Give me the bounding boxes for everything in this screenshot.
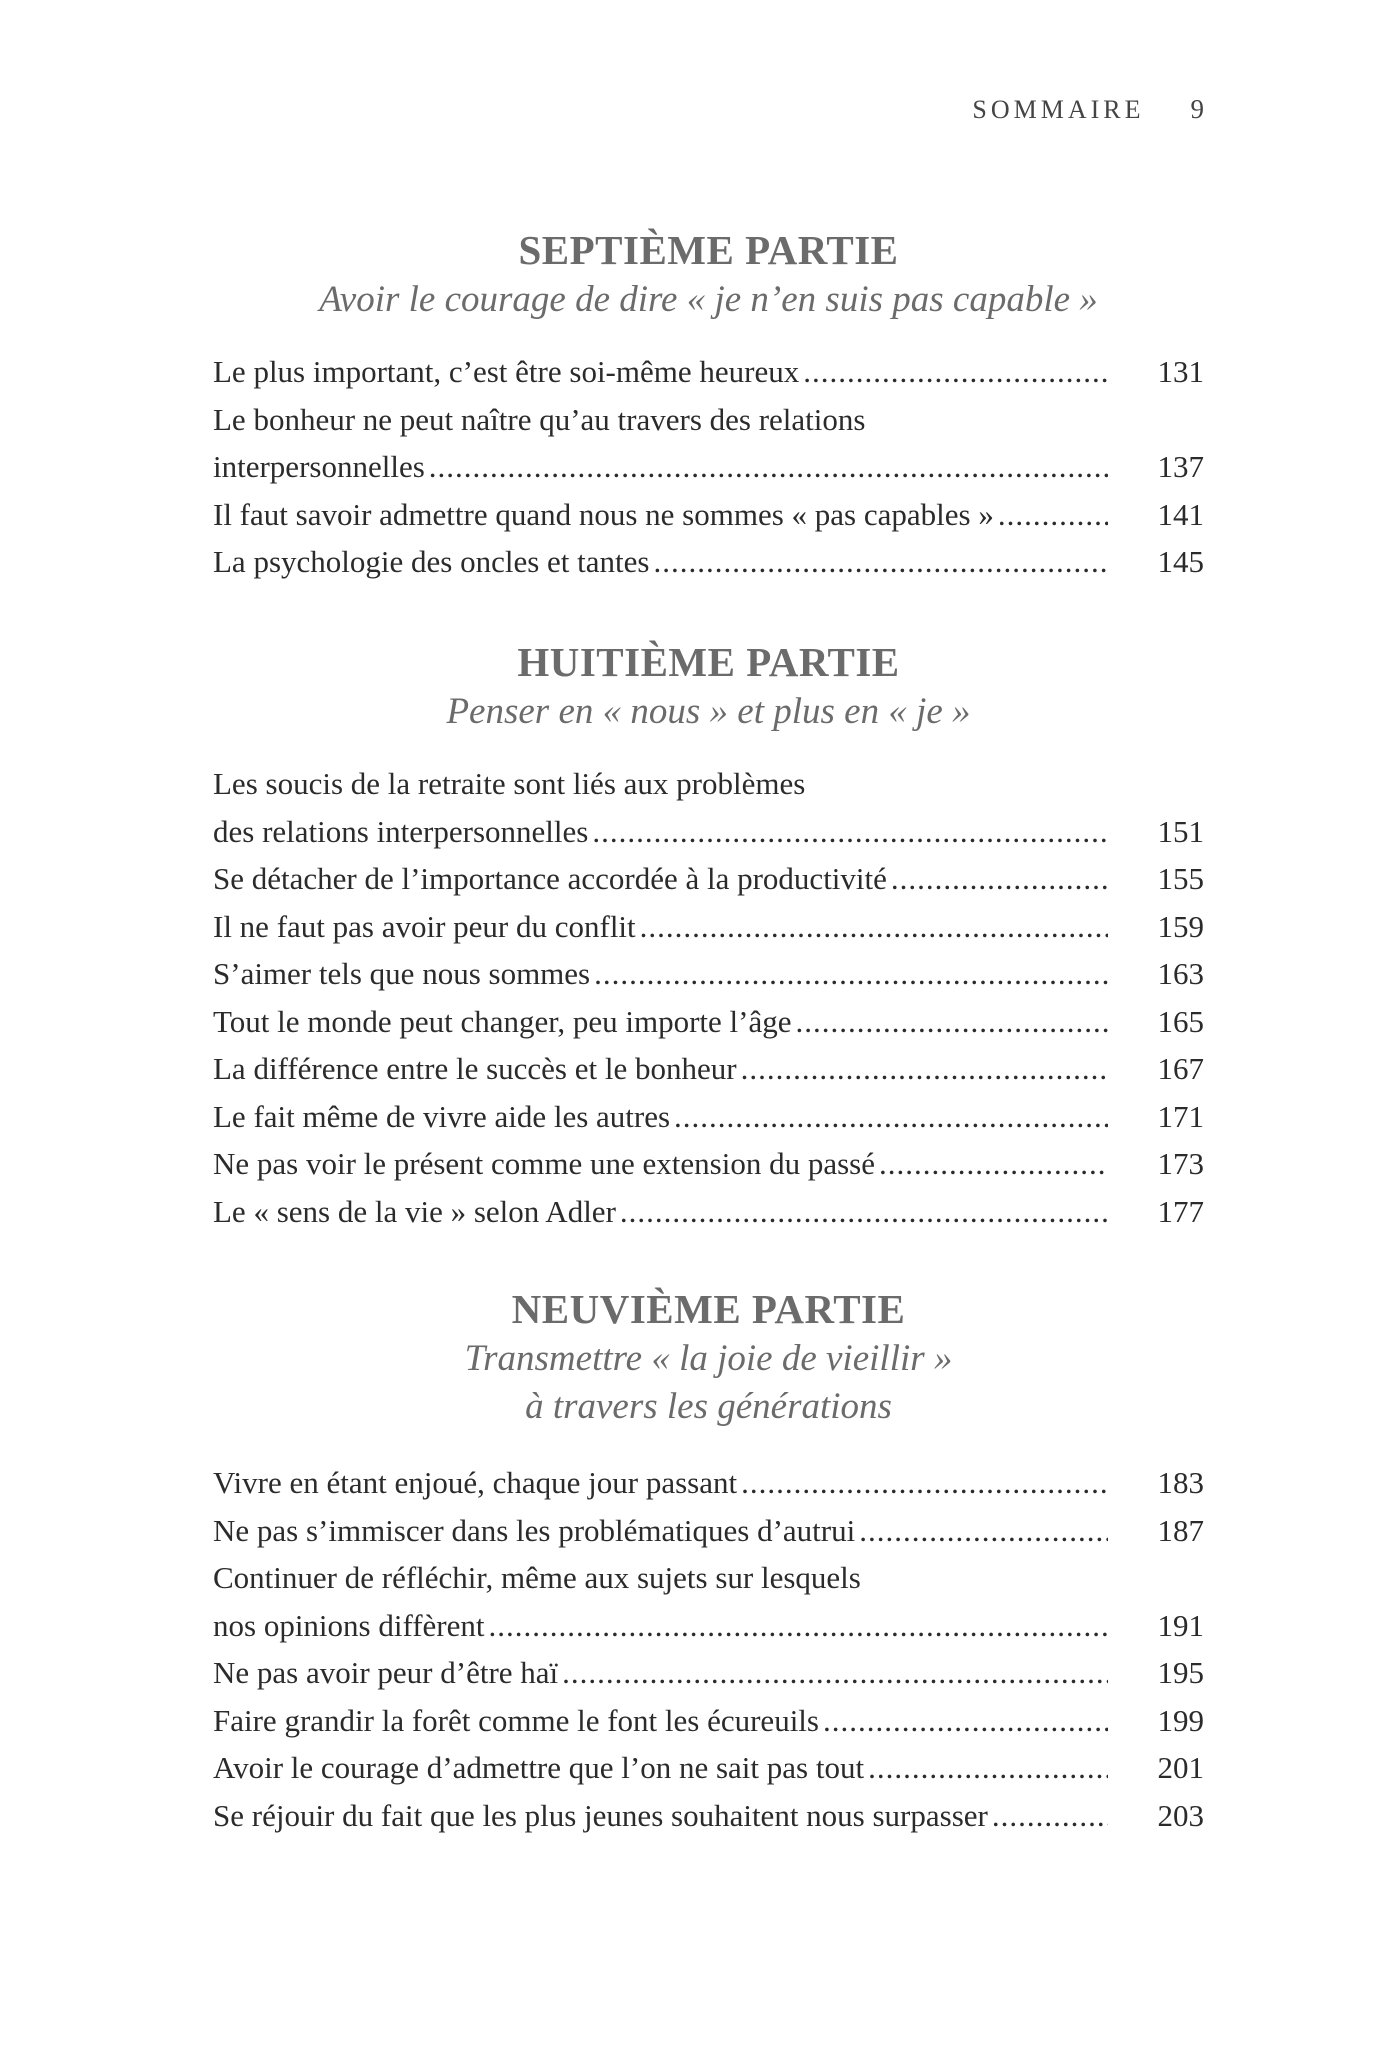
entry-title: Ne pas voir le présent comme une extension du passé <box>213 1146 876 1181</box>
entry-page: 159 <box>1157 908 1204 944</box>
part-subtitle: Avoir le courage de dire « je n’en suis pas capable » <box>319 279 1098 320</box>
page-number: 9 <box>1190 94 1204 124</box>
entry-list <box>213 760 1204 1235</box>
toc-entry[interactable] <box>213 1140 1204 1188</box>
entry-page: 141 <box>1157 496 1204 532</box>
toc-entry[interactable] <box>213 950 1204 998</box>
toc-entry[interactable] <box>213 1649 1204 1697</box>
part-section <box>213 1283 1204 1839</box>
toc-entry[interactable] <box>213 538 1204 586</box>
entry-title: des relations interpersonnelles <box>213 813 589 849</box>
entry-title: Ne pas s’immiscer dans les problématiques d’autrui <box>213 1512 856 1548</box>
running-title: SOMMAIRE <box>972 95 1145 124</box>
part-section <box>213 636 1204 1235</box>
entry-list <box>213 1459 1204 1839</box>
toc-entry[interactable] <box>213 1554 1204 1649</box>
dot-leader <box>891 855 1108 903</box>
entry-title: La psychologie des oncles et tantes <box>213 544 650 579</box>
entry-page: 187 <box>1157 1512 1204 1548</box>
dot-leader <box>823 1697 1108 1745</box>
entry-title: Se réjouir du fait que les plus jeunes souhaitent nous surpasser <box>213 1797 988 1833</box>
part-subtitle-line-1: Transmettre « la joie de vieillir » <box>464 1338 953 1379</box>
toc-entry[interactable] <box>213 1045 1204 1093</box>
entry-page: 155 <box>1157 861 1204 896</box>
dot-leader <box>868 1744 1108 1792</box>
toc-entry[interactable] <box>213 903 1204 951</box>
entry-title-line: Le bonheur ne peut naître qu’au travers des relations <box>213 401 866 437</box>
toc-entry[interactable] <box>213 1188 1204 1236</box>
entry-page: 165 <box>1157 1003 1204 1039</box>
dot-leader <box>489 1602 1108 1650</box>
entry-page: 201 <box>1157 1750 1204 1785</box>
toc-entry[interactable] <box>213 855 1204 903</box>
toc-entry[interactable] <box>213 1792 1204 1840</box>
entry-page: 183 <box>1157 1465 1204 1500</box>
entry-title: Le « sens de la vie » selon Adler <box>213 1193 616 1229</box>
entry-title: Le plus important, c’est être soi-même heureux <box>213 354 800 389</box>
entry-title: Il ne faut pas avoir peur du conflit <box>213 908 636 944</box>
part-title: HUITIÈME PARTIE <box>517 639 900 685</box>
entry-title: Avoir le courage d’admettre que l’on ne sait pas tout <box>213 1750 865 1785</box>
dot-leader <box>429 443 1108 491</box>
entry-title: Vivre en étant enjoué, chaque jour passant <box>213 1465 738 1500</box>
entry-title-line: Les soucis de la retraite sont liés aux problèmes <box>213 766 806 801</box>
dot-leader <box>859 1507 1108 1555</box>
entry-page: 191 <box>1157 1607 1204 1643</box>
entry-title: Se détacher de l’importance accordée à la productivité <box>213 861 887 896</box>
entry-page: 195 <box>1157 1655 1204 1690</box>
entry-title: Faire grandir la forêt comme le font les écureuils <box>213 1702 819 1738</box>
toc-entry[interactable] <box>213 1093 1204 1141</box>
part-title: SEPTIÈME PARTIE <box>518 227 899 273</box>
entry-title-line: Continuer de réfléchir, même aux sujets sur lesquels <box>213 1560 861 1595</box>
dot-leader <box>594 950 1108 998</box>
dot-leader <box>741 1045 1108 1093</box>
part-subtitle-line-2: à travers les générations <box>525 1386 892 1427</box>
entry-page: 199 <box>1157 1702 1204 1738</box>
dot-leader <box>803 348 1108 396</box>
dot-leader <box>992 1792 1108 1840</box>
entry-title: Le fait même de vivre aide les autres <box>213 1098 671 1134</box>
dot-leader <box>592 808 1108 856</box>
entry-list <box>213 348 1204 586</box>
entry-page: 203 <box>1157 1797 1204 1833</box>
dot-leader <box>640 903 1108 951</box>
part-section <box>213 224 1204 586</box>
entry-title: S’aimer tels que nous sommes <box>213 956 591 991</box>
entry-page: 177 <box>1157 1193 1204 1229</box>
entry-title: interpersonnelles <box>213 449 425 484</box>
entry-page: 137 <box>1157 449 1204 484</box>
entry-page: 131 <box>1157 354 1204 389</box>
toc-entry[interactable] <box>213 1507 1204 1555</box>
entry-title: Il faut savoir admettre quand nous ne sommes « pas capables » <box>213 496 994 532</box>
entry-page: 171 <box>1157 1098 1204 1134</box>
dot-leader <box>620 1188 1108 1236</box>
toc-entry[interactable] <box>213 1697 1204 1745</box>
toc-entry[interactable] <box>213 760 1204 855</box>
toc-entry[interactable] <box>213 491 1204 539</box>
toc-entry[interactable] <box>213 1459 1204 1507</box>
dot-leader <box>998 491 1108 539</box>
part-title: NEUVIÈME PARTIE <box>511 1286 906 1332</box>
entry-page: 151 <box>1157 813 1204 849</box>
toc-entry[interactable] <box>213 396 1204 491</box>
entry-page: 167 <box>1157 1051 1204 1086</box>
dot-leader <box>741 1459 1108 1507</box>
entry-title: nos opinions diffèrent <box>213 1607 485 1643</box>
toc-entry[interactable] <box>213 1744 1204 1792</box>
entry-title: Ne pas avoir peur d’être haï <box>213 1655 559 1690</box>
entry-title: Tout le monde peut changer, peu importe l’âge <box>213 1003 792 1039</box>
entry-page: 173 <box>1157 1146 1204 1181</box>
entry-page: 145 <box>1157 544 1204 579</box>
dot-leader <box>653 538 1108 586</box>
toc-entry[interactable] <box>213 998 1204 1046</box>
dot-leader <box>562 1649 1108 1697</box>
dot-leader <box>879 1140 1108 1188</box>
running-head <box>972 94 1204 125</box>
dot-leader <box>796 998 1109 1046</box>
entry-page: 163 <box>1157 956 1204 991</box>
dot-leader <box>674 1093 1108 1141</box>
toc-entry[interactable] <box>213 348 1204 396</box>
entry-title: La différence entre le succès et le bonheur <box>213 1051 737 1086</box>
part-subtitle: Penser en « nous » et plus en « je » <box>446 691 971 732</box>
